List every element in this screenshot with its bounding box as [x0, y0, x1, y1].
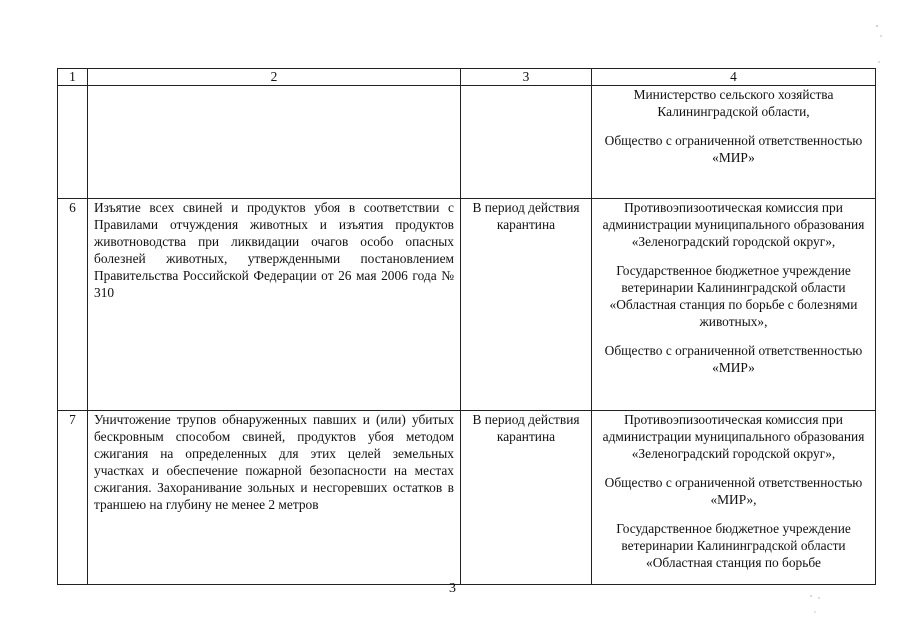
page-number: 3	[449, 581, 456, 596]
row-description	[88, 86, 461, 199]
scan-artifact	[857, 22, 887, 72]
table-row	[58, 411, 876, 585]
row-number	[58, 86, 88, 199]
organization: Общество с ограниченной ответственностью «МИР»	[604, 343, 863, 375]
column-header: 3	[461, 69, 592, 86]
column-header: 4	[592, 69, 876, 86]
column-header: 2	[88, 69, 461, 86]
organization: Общество с ограниченной ответственностью «МИР»,	[604, 475, 863, 507]
row-organizations	[592, 199, 876, 411]
organization: Государственное бюджетное учреждение ветеринарии Калининградской области «Областная станция по борьбе	[616, 521, 851, 570]
table-row	[58, 86, 876, 199]
table-row	[58, 199, 876, 411]
row-period	[461, 86, 592, 199]
column-header: 1	[58, 69, 88, 86]
row-number: 6	[58, 199, 88, 411]
organization: Министерство сельского хозяйства Калининградской области,	[633, 87, 834, 119]
measures-table	[57, 68, 876, 585]
organization: Государственное бюджетное учреждение ветеринарии Калининградской области «Областная станция по борьбе с болезнями животных»,	[609, 263, 858, 329]
table-header-row	[58, 69, 876, 86]
row-number: 7	[58, 411, 88, 585]
organization: Противоэпизоотическая комиссия при администрации муниципального образования «Зеленоградский городской округ»,	[602, 412, 865, 461]
row-period: В период действия карантина	[461, 199, 592, 411]
row-description: Изъятие всех свиней и продуктов убоя в соответствии с Правилами отчуждения животных и изъятия продуктов животноводства при ликвидации очагов особо опасных болезней животных, утвержденными постановлением Правительства Российской Федерации от 26 мая 2006 года № 310	[88, 199, 461, 411]
organization: Общество с ограниченной ответственностью «МИР»	[604, 133, 863, 165]
row-description: Уничтожение трупов обнаруженных павших и (или) убитых бескровным способом свиней, продуктов убоя методом сжигания на определенных для этих целей земельных участках и обеспечение пожарной безопасности на местах сжигания. Захоранивание зольных и несгоревших остатков в траншею на глубину не менее 2 метров	[88, 411, 461, 585]
row-organizations	[592, 411, 876, 585]
row-period: В период действия карантина	[461, 411, 592, 585]
row-organizations	[592, 86, 876, 199]
organization: Противоэпизоотическая комиссия при администрации муниципального образования «Зеленоградский городской округ»,	[602, 200, 865, 249]
